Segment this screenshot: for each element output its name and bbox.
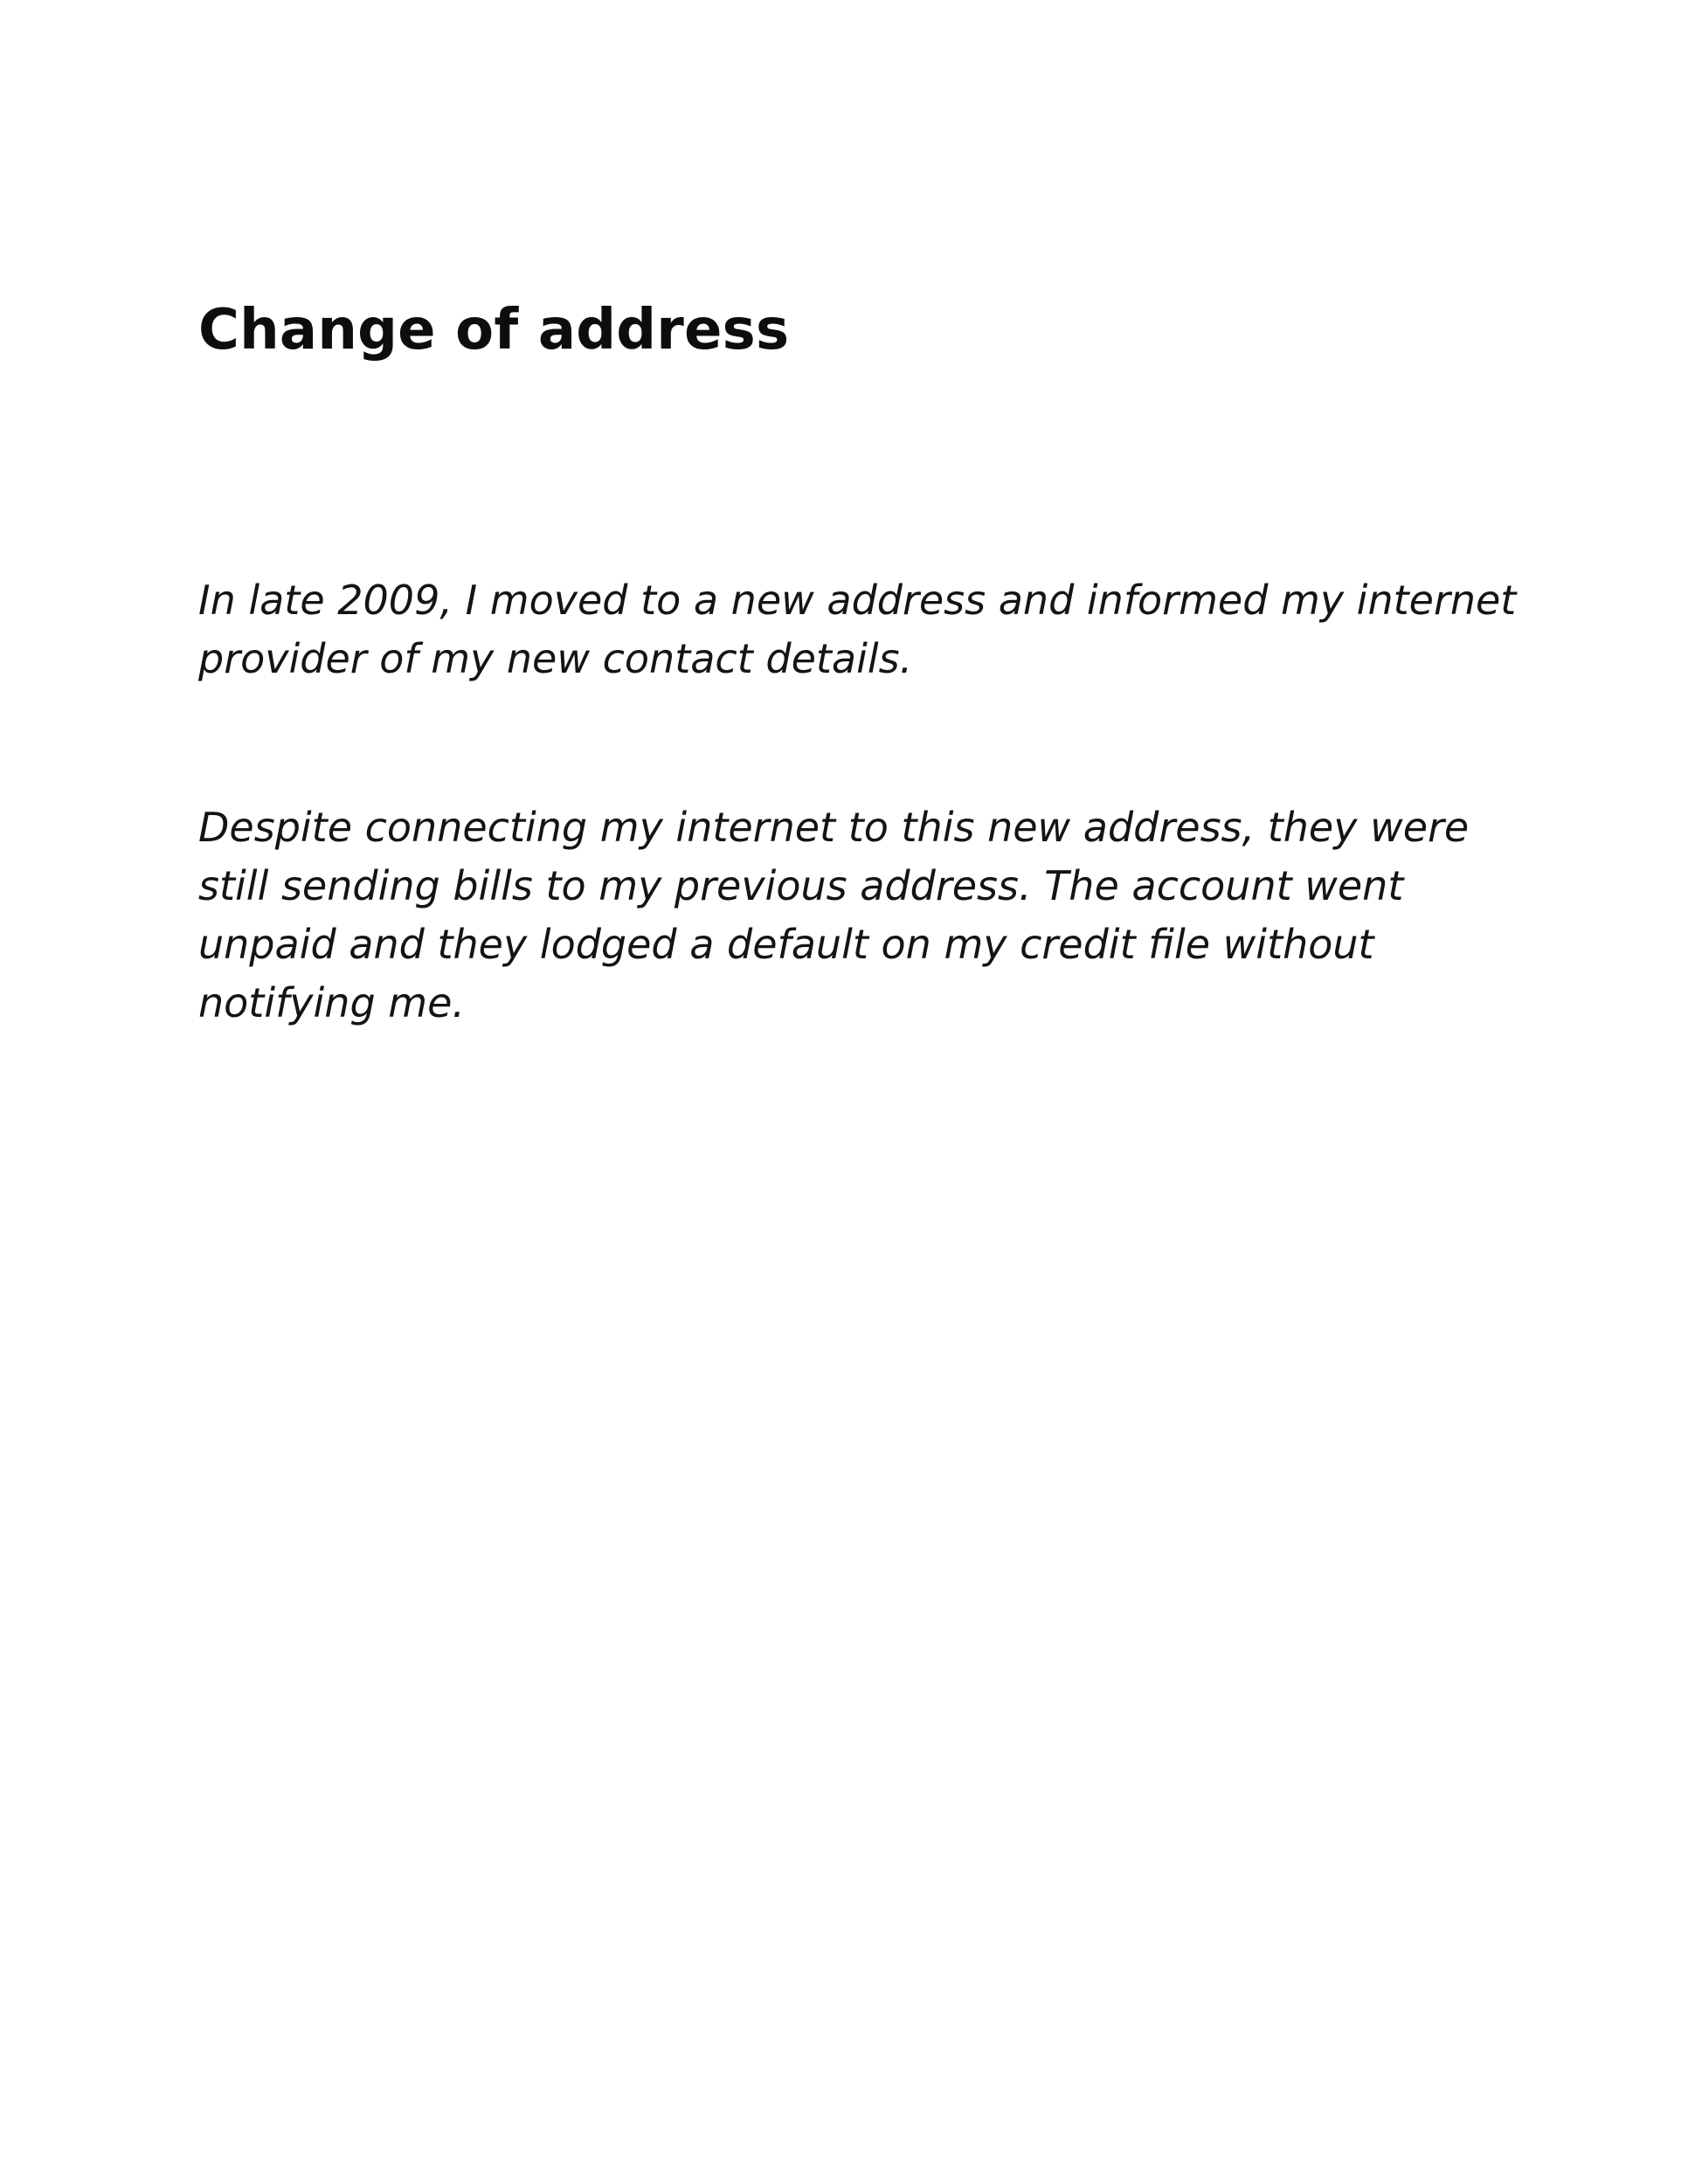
page-title: Change of address bbox=[198, 298, 790, 363]
document-content bbox=[198, 295, 1544, 1033]
paragraph-moved-address: In late 2009, I moved to a new address and informed my internet provider of my new contact details. bbox=[198, 577, 1517, 682]
paragraph-default-lodged: Despite connecting my internet to this new address, they were still sending bills to my previous address. The account went unpaid and they lodged a default on my credit file without notifying me. bbox=[198, 804, 1470, 1026]
